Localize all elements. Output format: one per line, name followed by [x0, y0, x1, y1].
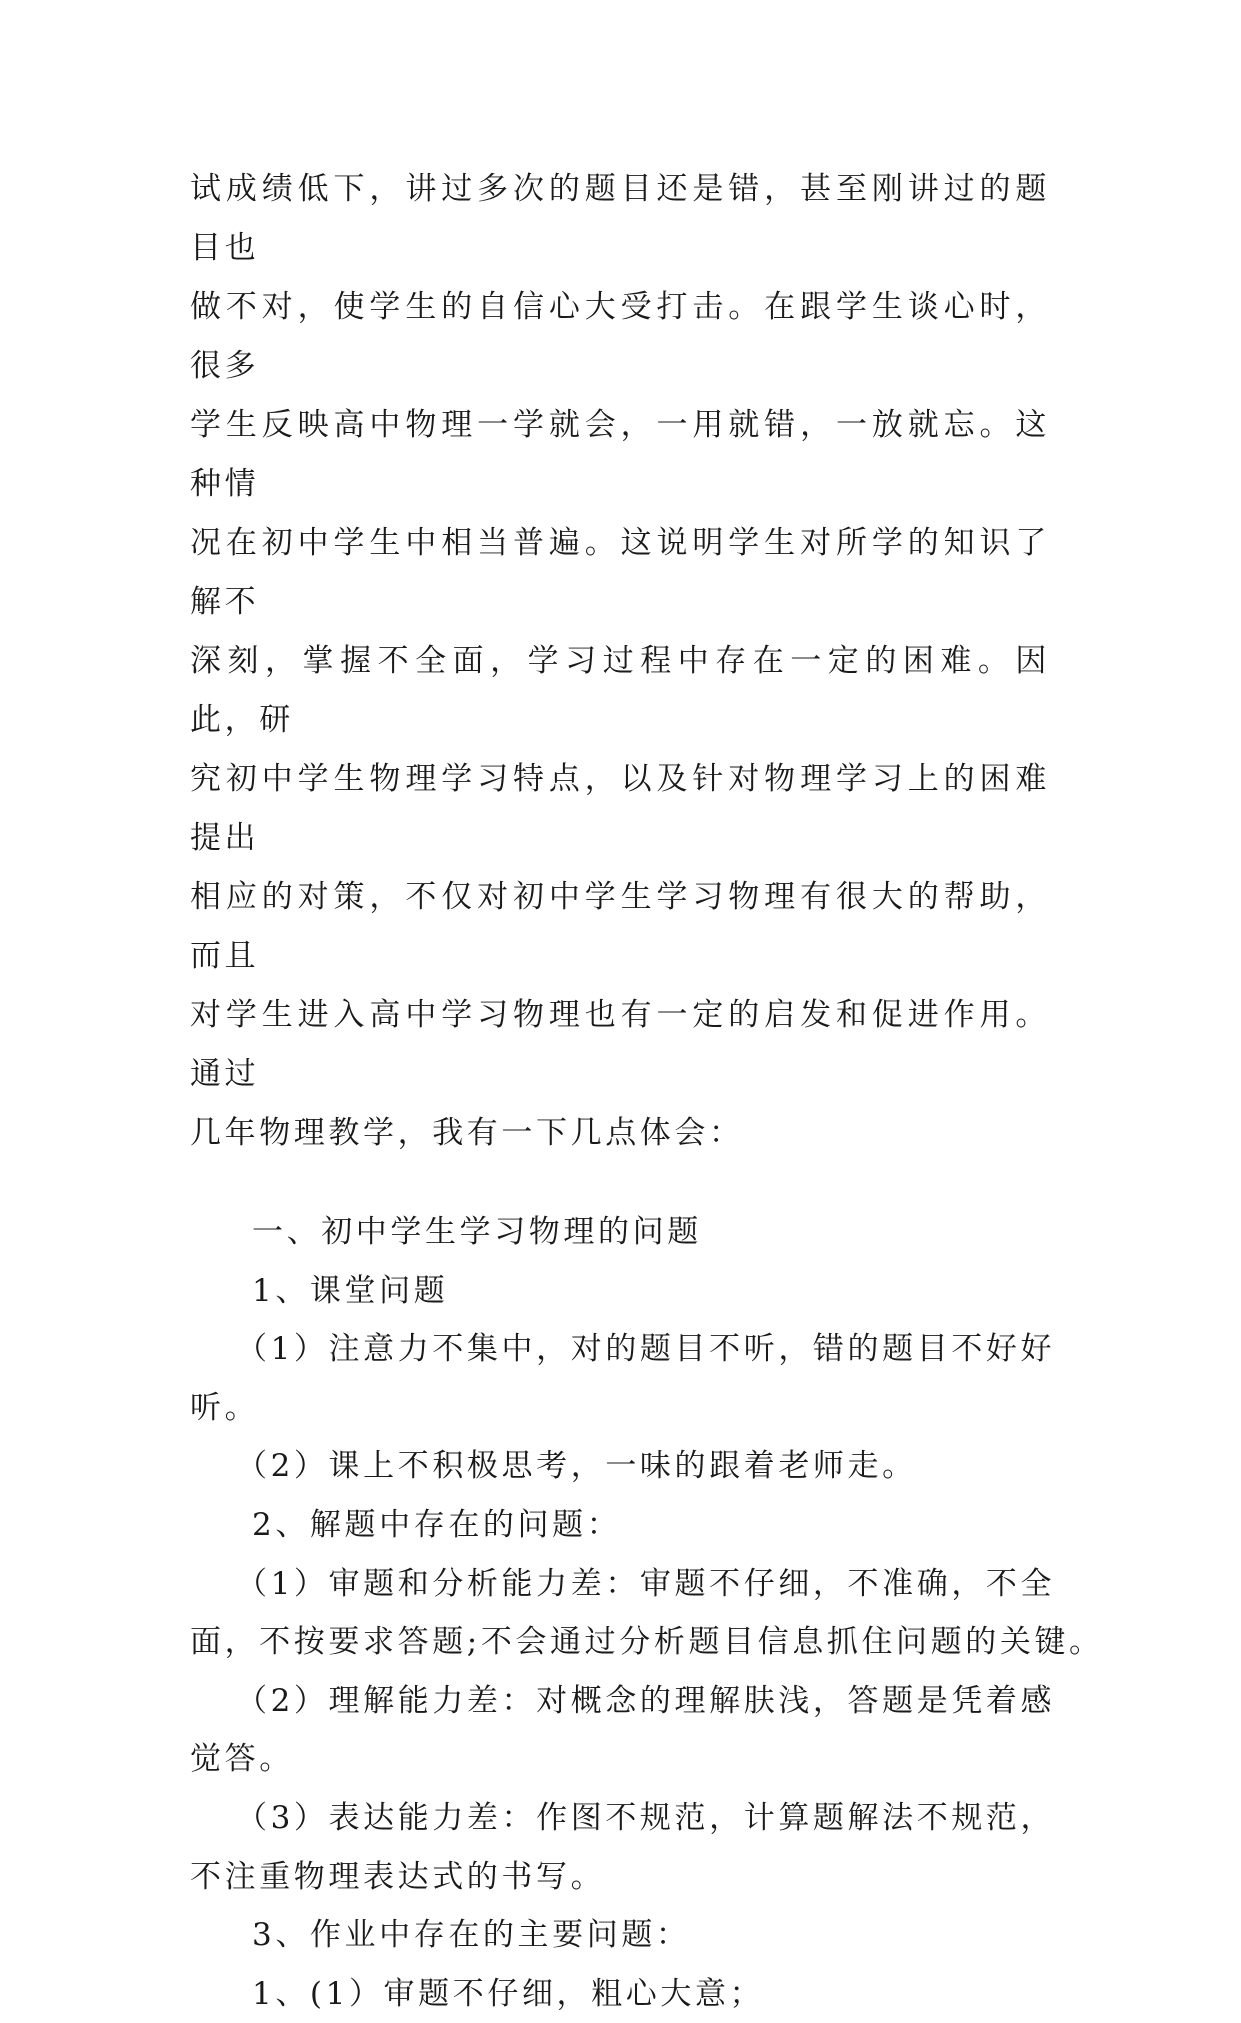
- intro-line: 相应的对策，不仅对初中学生学习物理有很大的帮助，而且: [190, 879, 1050, 974]
- classroom-point-2: （2）课上不积极思考，一味的跟着老师走。: [236, 1448, 917, 1485]
- item-heading-classroom: 1、课堂问题: [252, 1272, 449, 1309]
- intro-line: 对学生进入高中学习物理也有一定的启发和促进作用。通过: [190, 997, 1050, 1092]
- solving-point-1: （1）审题和分析能力差：审题不仔细，不准确，不全: [236, 1565, 1056, 1602]
- classroom-point-1-continued: 听。: [190, 1389, 260, 1426]
- intro-line: 试成绩低下，讲过多次的题目还是错，甚至刚讲过的题目也: [190, 171, 1050, 266]
- solving-point-2: （2）理解能力差：对概念的理解肤浅，答题是凭着感: [236, 1682, 1056, 1719]
- homework-point-1: 1、(1）审题不仔细，粗心大意；: [252, 1975, 765, 2012]
- solving-point-2-continued: 觉答。: [190, 1741, 294, 1778]
- intro-line: 几年物理教学，我有一下几点体会：: [190, 1115, 744, 1151]
- solving-point-3-continued: 不注重物理表达式的书写。: [190, 1858, 606, 1895]
- classroom-point-1: （1）注意力不集中，对的题目不听，错的题目不好好: [236, 1331, 1056, 1368]
- solving-point-3: （3）表达能力差：作图不规范，计算题解法不规范，: [236, 1799, 1056, 1836]
- intro-line: 做不对，使学生的自信心大受打击。在跟学生谈心时，很多: [190, 289, 1050, 384]
- intro-line: 究初中学生物理学习特点，以及针对物理学习上的困难提出: [190, 761, 1050, 856]
- solving-point-1-continued: 面，不按要求答题;不会通过分析题目信息抓住问题的关键。: [190, 1624, 1104, 1661]
- document-body: [190, 160, 1104, 2023]
- intro-line: 学生反映高中物理一学就会，一用就错，一放就忘。这种情: [190, 407, 1050, 502]
- intro-line: 深刻，掌握不全面，学习过程中存在一定的困难。因此，研: [190, 643, 1050, 738]
- intro-line: 况在初中学生中相当普遍。这说明学生对所学的知识了解不: [190, 525, 1050, 620]
- item-heading-problem-solving: 2、解题中存在的问题：: [252, 1506, 622, 1543]
- section-problems: [190, 1203, 1104, 2023]
- intro-paragraph: [190, 160, 1050, 1163]
- section-heading: 一、初中学生学习物理的问题: [252, 1214, 702, 1250]
- item-heading-homework: 3、作业中存在的主要问题：: [252, 1917, 691, 1954]
